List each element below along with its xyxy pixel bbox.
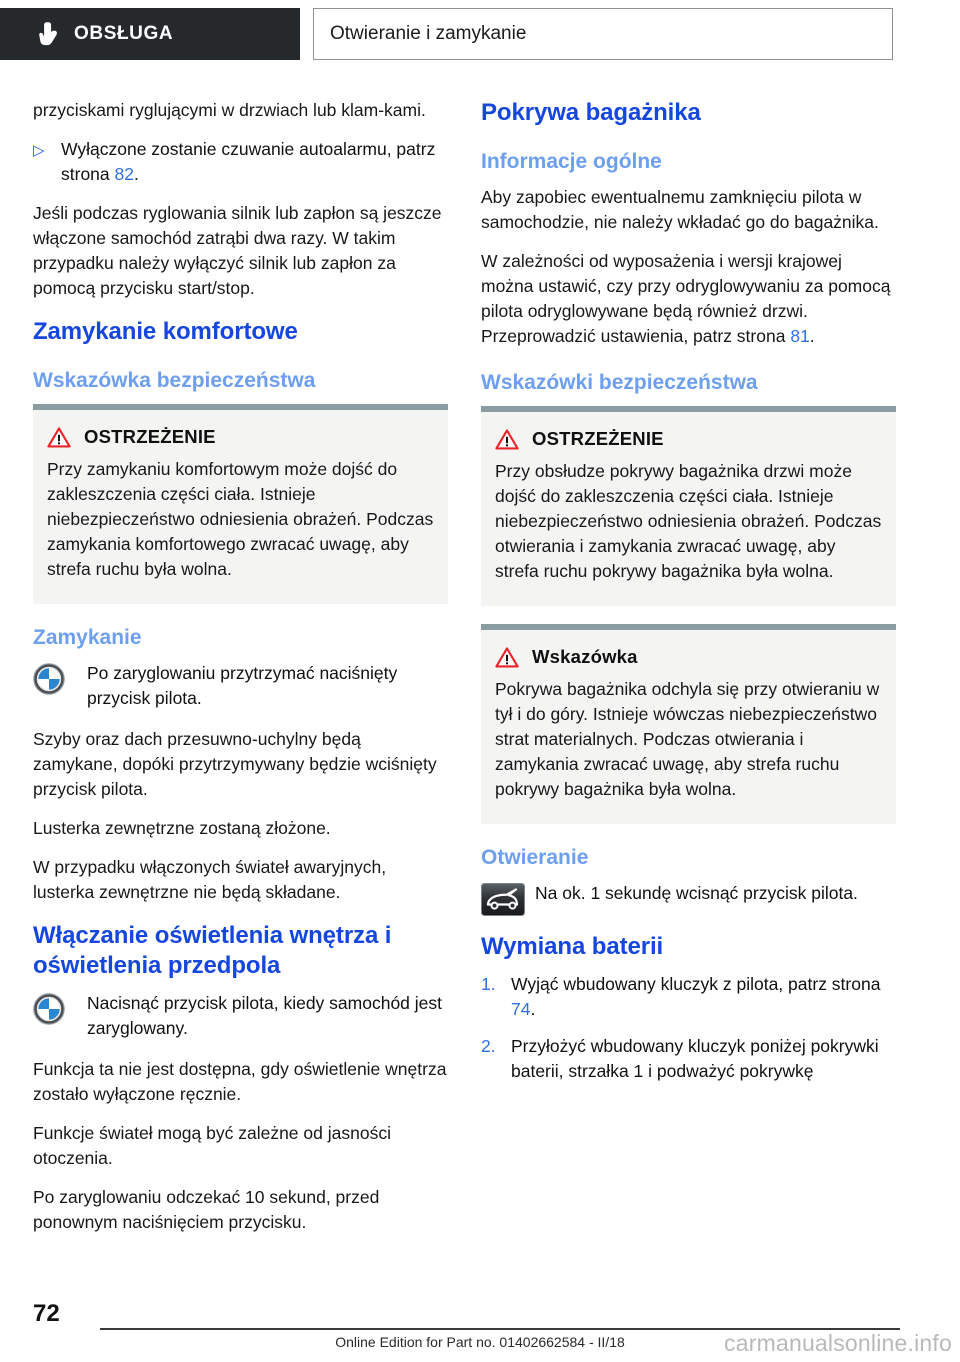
note-box-body: Pokrywa bagażnika odchyla się przy otwieraniu w tył i do góry. Istnieje wówczas niebezpieczeństwo strat materialnych. Podczas otwierania i zamykania zwracać uwagę, aby strefa ruchu pokrywy bagażnika była wolna. (495, 679, 880, 799)
page-reference-link[interactable]: 82 (114, 164, 134, 184)
warning-box-comfort-closing (33, 404, 448, 604)
trunk-open-icon (481, 883, 525, 916)
bmw-logo-icon (33, 663, 65, 695)
bmw-logo-slot (33, 661, 87, 711)
heading-battery-replacement: Wymiana baterii (481, 933, 664, 960)
paragraph-wait-10-seconds: Po zaryglowaniu odczekać 10 sekund, przed ponownym naciśnięciem przycisku. (33, 1187, 380, 1232)
subheading-general-info: Informacje ogólne (481, 150, 662, 173)
bmw-instruction-text-1: Po zaryglowaniu przytrzymać naciśnięty przycisk pilota. (87, 663, 398, 708)
step-number: 2. (481, 1036, 496, 1056)
pointing-hand-icon (38, 21, 60, 47)
subheading-opening: Otwieranie (481, 846, 589, 869)
bullet-text-after: . (133, 164, 139, 184)
note-box-title: Wskazówka (532, 646, 638, 667)
heading-comfort-closing: Zamykanie komfortowe (33, 318, 298, 345)
section-tab-label: OBSŁUGA (74, 23, 174, 44)
right-column (481, 98, 896, 1096)
warning-box-title: OSTRZEŻENIE (84, 426, 216, 447)
paragraph-function-unavailable: Funkcja ta nie jest dostępna, gdy oświetlenie wnętrza zostało wyłączone ręcznie. (33, 1059, 447, 1104)
subheading-closing: Zamykanie (33, 626, 142, 649)
step-number: 1. (481, 974, 496, 994)
trunk-icon-slot (481, 881, 535, 916)
left-column (33, 98, 448, 1249)
paragraph-hazard-lights: W przypadku włączonych świateł awaryjnych, lusterka zewnętrzne nie będą składane. (33, 857, 387, 902)
watermark: carmanualsonline.info (724, 1330, 952, 1356)
paragraph-unlock-settings (481, 249, 896, 349)
subheading-safety-note: Wskazówka bezpieczeństwa (33, 369, 316, 392)
warning-box-title-row (47, 426, 434, 448)
page-footer (0, 1298, 960, 1362)
section-tab-obsluga (0, 8, 300, 60)
warning-box-trunk (481, 406, 896, 606)
step-text-before: Wyjąć wbudowany kluczyk z pilota, patrz strona (511, 974, 881, 994)
trunk-instruction-text: Na ok. 1 sekundę wcisnąć przycisk pilota. (535, 883, 858, 903)
edition-note: Online Edition for Part no. 01402662584 - II/18 (335, 1334, 625, 1350)
warning-triangle-icon (495, 429, 519, 450)
paragraph-avoid-locking-key: Aby zapobiec ewentualnemu zamknięciu pilota w samochodzie, nie należy wkładać go do bagażnika. (481, 187, 879, 232)
bmw-instruction-row-2 (33, 991, 448, 1041)
paragraph-unlock-settings-after: . (809, 326, 815, 346)
page-reference-link[interactable]: 81 (790, 326, 810, 346)
paragraph-light-brightness: Funkcje świateł mogą być zależne od jasności otoczenia. (33, 1123, 391, 1168)
bmw-logo-icon (33, 993, 65, 1025)
chapter-title: Otwieranie i zamykanie (330, 23, 527, 44)
trunk-instruction-row (481, 881, 896, 916)
warning-triangle-icon (495, 647, 519, 668)
step-text-after: . (530, 999, 536, 1019)
paragraph-windows-roof: Szyby oraz dach przesuwno-uchylny będą zamykane, dopóki przytrzymywany będzie wciśnięty przycisk pilota. (33, 729, 437, 799)
page-number: 72 (33, 1300, 60, 1327)
step-item (481, 972, 896, 1022)
page-reference-link[interactable]: 74 (511, 999, 531, 1019)
bmw-instruction-text-2: Nacisnąć przycisk pilota, kiedy samochód jest zaryglowany. (87, 993, 443, 1038)
step-item (481, 1034, 896, 1084)
chapter-title-box (313, 8, 893, 60)
warning-triangle-icon (47, 427, 71, 448)
heading-interior-lighting: Włączanie oświetlenia wnętrza i oświetlenia przedpola (33, 922, 392, 979)
bullet-item (33, 137, 448, 187)
bullet-text-before: Wyłączone zostanie czuwanie autoalarmu, patrz strona (61, 139, 436, 184)
bmw-logo-slot-2 (33, 991, 87, 1041)
note-box-title-row (495, 646, 882, 668)
warning-box-title-row (495, 428, 882, 450)
paragraph-engine-running: Jeśli podczas ryglowania silnik lub zapłon są jeszcze włączone samochód zatrąbi dwa razy. W takim przypadku należy wyłączyć silnik lub zapłon za pomocą przycisku start/stop. (33, 203, 442, 298)
subheading-safety-notes: Wskazówki bezpieczeństwa (481, 371, 758, 394)
step-text: Przyłożyć wbudowany kluczyk poniżej pokrywki baterii, strzałka 1 i podważyć pokrywkę (511, 1036, 879, 1081)
note-box-trunk (481, 624, 896, 824)
step-text (511, 972, 896, 1022)
warning-box-title: OSTRZEŻENIE (532, 428, 664, 449)
bmw-instruction-row-1 (33, 661, 448, 711)
paragraph-unlock-settings-before: W zależności od wyposażenia i wersji krajowej można ustawić, czy przy odryglowywaniu za pomocą pilota odryglowywane będą również drzwi. Przeprowadzić ustawienia, patrz strona (481, 251, 891, 346)
triangle-bullet-icon: ▷ (33, 142, 45, 159)
warning-box-body: Przy zamykaniu komfortowym może dojść do zakleszczenia części ciała. Istnieje niebezpieczeństwo odniesienia obrażeń. Podczas zamykania komfortowego zwracać uwagę, aby strefa ruchu była wolna. (47, 459, 434, 579)
continuation-paragraph: przyciskami ryglującymi w drzwiach lub klam-kami. (33, 100, 426, 120)
paragraph-mirrors-fold: Lusterka zewnętrzne zostaną złożone. (33, 818, 331, 838)
page-header (0, 8, 960, 60)
warning-box-body: Przy obsłudze pokrywy bagażnika drzwi może dojść do zakleszczenia części ciała. Istnieje niebezpieczeństwo odniesienia obrażeń. Podczas otwierania i zamykania zwracać uwagę, aby strefa ruchu pokrywy bagażnika była wolna. (495, 461, 882, 581)
bullet-text (61, 137, 448, 187)
heading-trunk-lid: Pokrywa bagażnika (481, 99, 701, 126)
